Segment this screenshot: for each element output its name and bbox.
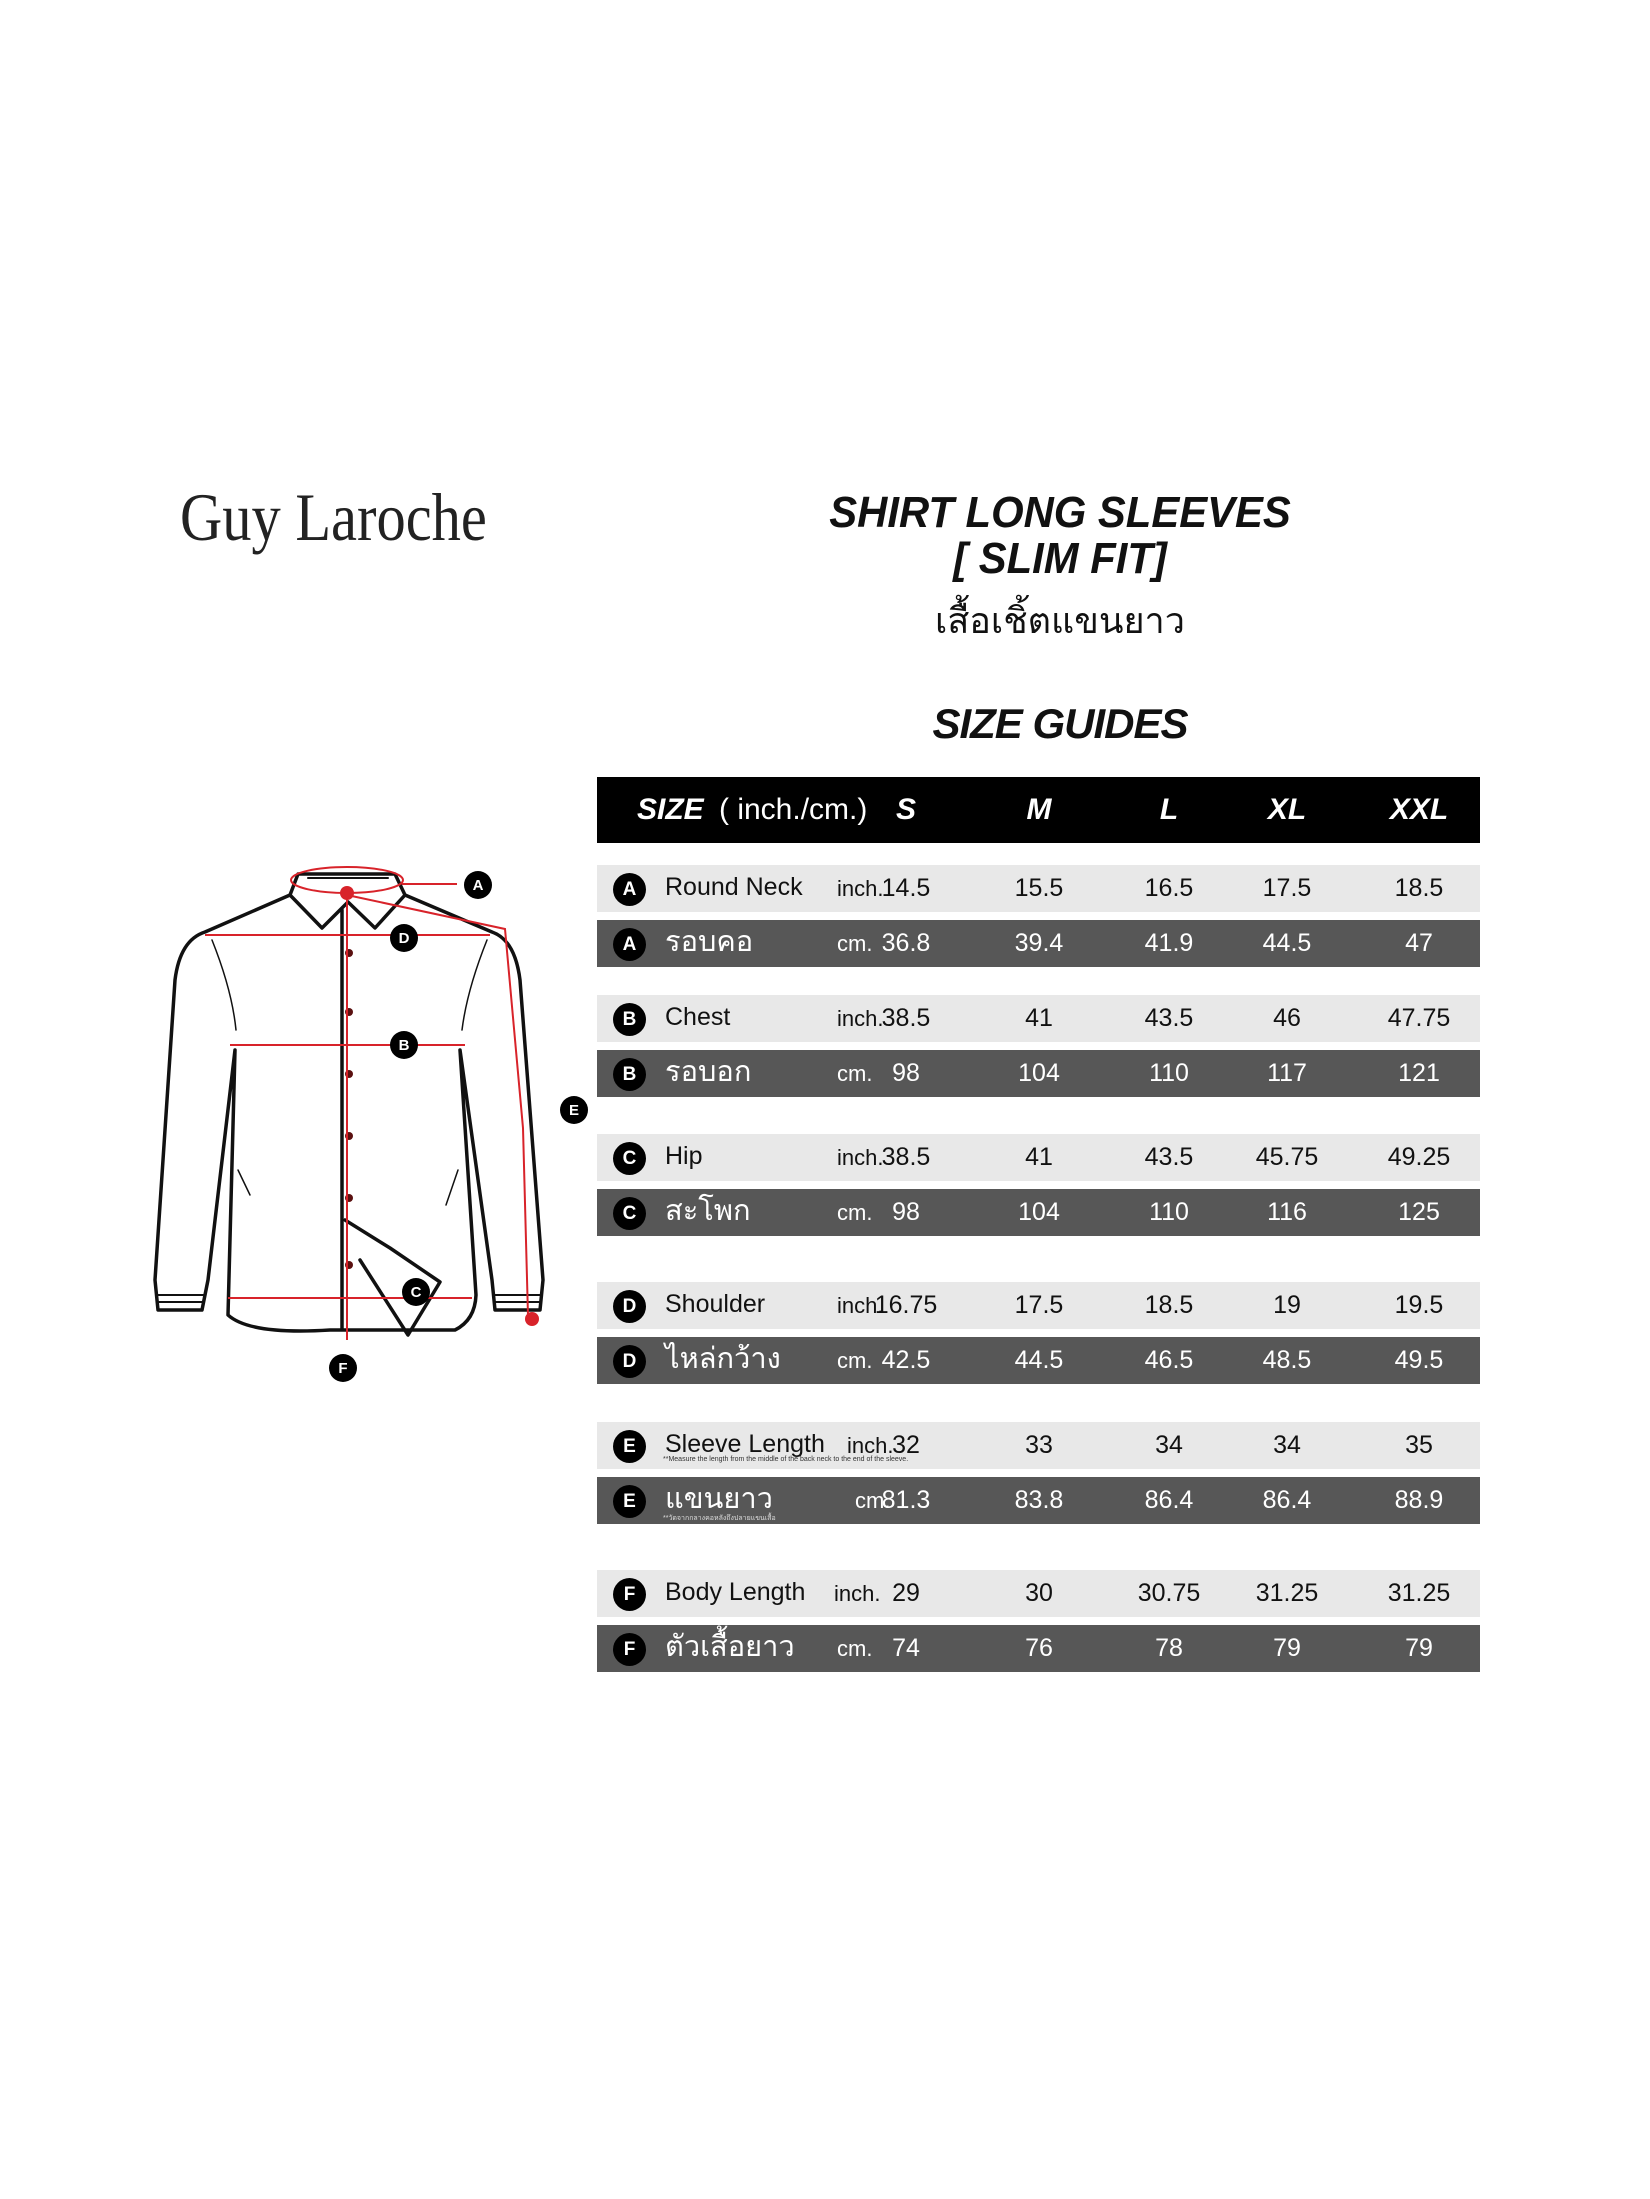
size-value: 78	[1155, 1634, 1183, 1662]
svg-text:C: C	[410, 1284, 422, 1301]
size-value: 49.25	[1387, 1143, 1451, 1171]
size-value: 17.5	[1262, 874, 1312, 902]
measure-letter-badge: A	[613, 873, 646, 906]
size-value: 16.75	[874, 1291, 938, 1319]
measure-label: Chest	[665, 1003, 731, 1031]
size-value: 104	[1018, 1198, 1060, 1226]
size-table-header	[597, 777, 1480, 843]
size-value: 41	[1025, 1004, 1053, 1032]
size-value: 86.4	[1144, 1486, 1194, 1514]
size-value: 42.5	[881, 1346, 931, 1374]
svg-text:D: D	[398, 930, 410, 947]
size-value: 43.5	[1144, 1143, 1194, 1171]
measure-label: รอบอก	[665, 1056, 752, 1088]
section-title: SIZE GUIDES	[932, 700, 1188, 747]
measure-label: Body Length	[665, 1578, 806, 1606]
marker-a-icon	[464, 871, 492, 899]
svg-text:F: F	[338, 1360, 348, 1377]
marker-e-icon	[560, 1096, 588, 1124]
size-table	[597, 777, 1480, 1663]
size-value: 35	[1405, 1431, 1433, 1459]
size-value: 83.8	[1014, 1486, 1064, 1514]
table-row	[597, 1134, 1480, 1181]
size-value: 81.3	[881, 1486, 931, 1514]
product-title-block	[760, 490, 1360, 649]
size-value: 44.5	[1262, 929, 1312, 957]
size-value: 110	[1149, 1059, 1189, 1087]
marker-b-icon	[390, 1031, 418, 1059]
table-row	[597, 1477, 1480, 1524]
size-value: 41	[1025, 1143, 1053, 1171]
size-value: 117	[1267, 1059, 1307, 1087]
size-value: 32	[892, 1431, 920, 1459]
size-value: 49.5	[1394, 1346, 1444, 1374]
marker-d-icon	[390, 924, 418, 952]
size-value: 31.25	[1255, 1579, 1319, 1607]
size-value: 98	[892, 1059, 920, 1087]
header-unit-label: ( inch./cm.)	[719, 793, 868, 826]
size-value: 19	[1273, 1291, 1301, 1319]
table-row	[597, 1050, 1480, 1097]
measure-letter-badge: D	[613, 1290, 646, 1323]
header-col-xxl: XXL	[1389, 793, 1449, 826]
measure-label: Shoulder	[665, 1290, 766, 1318]
size-value: 98	[892, 1198, 920, 1226]
table-row	[597, 1570, 1480, 1617]
unit-label: cm.	[855, 1488, 891, 1513]
unit-label: cm.	[837, 931, 873, 956]
measure-label: สะโพก	[665, 1195, 751, 1227]
size-value: 88.9	[1394, 1486, 1444, 1514]
measure-letter-badge: E	[613, 1485, 646, 1518]
measure-note: **Measure the length from the middle of the back neck to the end of the sleeve.	[663, 1456, 909, 1463]
size-value: 18.5	[1394, 874, 1444, 902]
shirt-measurement-diagram	[140, 840, 600, 1410]
measure-label: Round Neck	[665, 873, 803, 901]
size-value: 74	[892, 1634, 920, 1662]
svg-text:B: B	[398, 1037, 410, 1054]
size-value: 34	[1155, 1431, 1183, 1459]
table-row	[597, 1189, 1480, 1236]
measure-label: ตัวเสื้อยาว	[665, 1631, 795, 1663]
size-value: 125	[1398, 1198, 1440, 1226]
product-title-thai: เสื้อเชิ้ตแขนยาว	[935, 600, 1185, 641]
unit-label: cm.	[837, 1200, 873, 1225]
header-col-m: M	[1026, 793, 1052, 826]
table-row	[597, 1422, 1480, 1469]
brand-logo: Guy Laroche	[180, 479, 487, 555]
size-value: 79	[1405, 1634, 1433, 1662]
unit-label: inch.	[837, 1006, 884, 1031]
header-size-label: SIZE	[637, 793, 704, 826]
size-value: 38.5	[881, 1004, 931, 1032]
size-value: 48.5	[1262, 1346, 1312, 1374]
size-value: 14.5	[881, 874, 931, 902]
size-value: 39.4	[1014, 929, 1064, 957]
size-value: 44.5	[1014, 1346, 1064, 1374]
measure-letter-badge: C	[613, 1197, 646, 1230]
measure-letter-badge: D	[613, 1345, 646, 1378]
measure-label: แขนยาว	[665, 1483, 773, 1515]
measure-letter-badge: E	[613, 1430, 646, 1463]
size-value: 33	[1025, 1431, 1053, 1459]
unit-label: inch.	[837, 1145, 884, 1170]
size-value: 19.5	[1394, 1291, 1444, 1319]
measure-letter-badge: B	[613, 1058, 646, 1091]
size-value: 30	[1025, 1579, 1053, 1607]
measure-note: **วัดจากกลางคอหลังถึงปลายแขนเสื้อ	[663, 1515, 776, 1522]
product-title-line1: SHIRT LONG SLEEVES	[829, 488, 1291, 537]
size-value: 18.5	[1144, 1291, 1194, 1319]
size-value: 16.5	[1144, 874, 1194, 902]
size-value: 47	[1405, 929, 1433, 957]
size-value: 30.75	[1137, 1579, 1201, 1607]
measure-label: Hip	[665, 1142, 703, 1170]
header-col-s: S	[895, 793, 916, 826]
size-value: 29	[892, 1579, 920, 1607]
measure-sleeve	[347, 895, 528, 1316]
size-value: 121	[1398, 1059, 1440, 1087]
size-value: 79	[1273, 1634, 1301, 1662]
size-value: 38.5	[881, 1143, 931, 1171]
header-col-l: L	[1159, 793, 1179, 826]
unit-label: inch.	[847, 1433, 894, 1458]
size-value: 116	[1267, 1198, 1307, 1226]
table-row	[597, 920, 1480, 967]
measure-label: Sleeve Length	[665, 1430, 825, 1458]
unit-label: cm.	[837, 1348, 873, 1373]
measure-label: รอบคอ	[665, 926, 754, 958]
marker-f-icon	[329, 1354, 357, 1382]
svg-text:A: A	[472, 877, 484, 894]
measure-letter-badge: A	[613, 928, 646, 961]
size-value: 41.9	[1144, 929, 1194, 957]
header-col-xl: XL	[1267, 793, 1307, 826]
table-row	[597, 1282, 1480, 1329]
measure-label: ไหล่กว้าง	[665, 1343, 781, 1375]
unit-label: inch.	[837, 1293, 884, 1318]
table-row	[597, 1337, 1480, 1384]
measure-letter-badge: F	[613, 1578, 646, 1611]
size-value: 36.8	[881, 929, 931, 957]
measure-letter-badge: F	[613, 1633, 646, 1666]
size-value: 15.5	[1014, 874, 1064, 902]
table-row	[597, 1625, 1480, 1672]
table-row	[597, 865, 1480, 912]
product-title-line2: [ SLIM FIT]	[953, 534, 1167, 583]
unit-label: inch.	[837, 876, 884, 901]
size-value: 46	[1273, 1004, 1301, 1032]
size-value: 17.5	[1014, 1291, 1064, 1319]
size-value: 104	[1018, 1059, 1060, 1087]
unit-label: cm.	[837, 1636, 873, 1661]
unit-label: cm.	[837, 1061, 873, 1086]
size-value: 86.4	[1262, 1486, 1312, 1514]
size-value: 45.75	[1255, 1143, 1319, 1171]
size-value: 76	[1025, 1634, 1053, 1662]
unit-label: inch.	[834, 1581, 881, 1606]
size-value: 46.5	[1144, 1346, 1194, 1374]
size-value: 110	[1149, 1198, 1189, 1226]
size-value: 31.25	[1387, 1579, 1451, 1607]
size-value: 47.75	[1387, 1004, 1451, 1032]
size-value: 34	[1273, 1431, 1301, 1459]
measure-letter-badge: B	[613, 1003, 646, 1036]
marker-c-icon	[402, 1278, 430, 1306]
measure-letter-badge: C	[613, 1142, 646, 1175]
size-value: 43.5	[1144, 1004, 1194, 1032]
table-row	[597, 995, 1480, 1042]
svg-text:E: E	[568, 1102, 580, 1119]
